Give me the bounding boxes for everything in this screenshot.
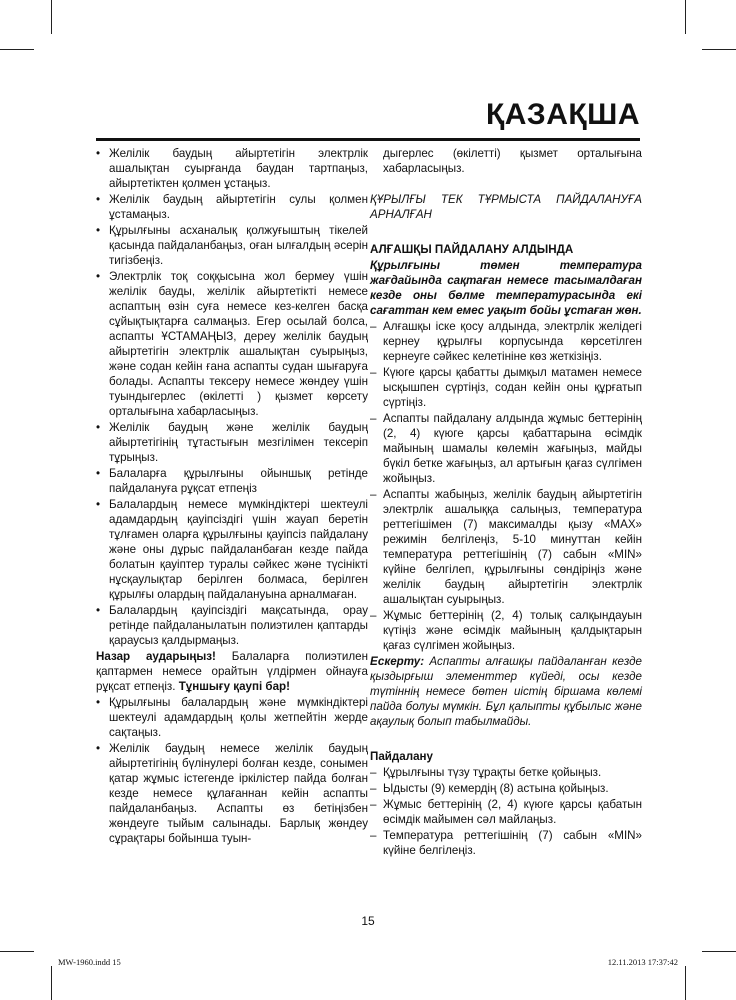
list-item: • Желілік баудың және желілік баудың айыртетігінің тұтастығын мезгілімен тексеріп тұрыңыз. [96, 420, 368, 465]
list-item: – Күюге қарсы қабатты дымқыл матамен немесе ысқышпен сүртіңіз, содан кейін оны құрғатып сүртіңіз. [370, 365, 642, 410]
list-item: – Жұмыс беттерінің (2, 4) толық салқындауын күтіңіз және өсімдік майының қалдықтарын қағаз сүлгімен жойыңыз. [370, 608, 642, 653]
crop-mark [51, 0, 52, 34]
list-item: – Жұмыс беттерінің (2, 4) күюге қарсы қабатын өсімдік майымен сәл майлаңыз. [370, 797, 642, 827]
safety-list [96, 146, 368, 648]
before-use-steps [370, 319, 642, 653]
list-item: • Желілік баудың айыртетігін электрлік ашалықтан суырғанда баудан тартпаңыз, айыртетіктен қолмен ұстаңыз. [96, 146, 368, 191]
attention-danger: Тұншығу қаупі бар! [178, 680, 290, 693]
list-item: – Құрылғыны түзу тұрақты бетке қойыңыз. [370, 765, 642, 780]
attention-label: Назар аударыңыз! [96, 650, 216, 663]
list-item: • Балаларға құрылғыны ойыншық ретінде пайдалануға рұқсат етпеңіз [96, 466, 368, 496]
usage-heading: Пайдалану [370, 750, 433, 763]
continuation-text: дыгерлес (өкілетті) қызмет орталығына хабарласыңыз. [383, 147, 642, 175]
note-label: Ескерту: [370, 655, 425, 668]
title-rule [96, 138, 640, 141]
list-item: • Құрылғыны асханалық қолжуғыштың тікелей қасында пайдаланбаңыз, оған ылғалдың әсерін тигізбеңіз. [96, 223, 368, 268]
list-item: • Электрлік тоқ соққысына жол бермеу үшін желілік бауды, желілік айыртетікті немесе аспаптың өзін суға немесе кез-келген басқа сұйықтықтарға салмаңыз. Егер осылай болса, аспапты ҰСТАМАҢЫЗ, дереу желілік баудың айыртетігін электрлік ашалықтан суырыңыз, және содан кейін ғана аспапты судан шығаруға болады. Аспапты тексеру немесе жөндеу үшін туындыгерлес (өкілетті ) қызмет көрсету орталығына хабарласыңыз. [96, 269, 368, 419]
usage-steps [370, 765, 642, 858]
list-item: • Желілік баудың немесе желілік баудың айыртетігінің бүлінулері болған кезде, сонымен қатар жұмыс істегенде іркілістер пайда болған кезде немесе құлағаннан кейін аспапты пайдаланбаңыз. Аспапты өз бетіңізбен жөндеуге тыйым салынады. Барлық жөндеу сұрақтары бойынша туын- [96, 741, 368, 846]
before-use-warning: Құрылғыны төмен температура жағдайында сақтаған немесе тасымалдаған кезде оны бөлме температурасында екі сағаттан кем емес уақыт бойы ұстаған жөн. [370, 259, 642, 317]
list-item: – Алғашқы іске қосу алдында, электрлік желідегі кернеу құрылғы корпусында көрсетілген кернеуге сәйкес келетініне көз жеткізіңіз. [370, 319, 642, 364]
safety-list-2 [96, 695, 368, 846]
list-item: • Балалардың қауіпсіздігі мақсатында, орау ретінде пайдаланылатын полиэтилен қаптарды қараусыз қалдырмаңыз. [96, 603, 368, 648]
list-item: – Аспапты пайдалану алдында жұмыс беттерінің (2, 4) күюге қарсы қабаттарына өсімдік майының шамалы көлемін жағыңыз, майды бүкіл бетке жағыңыз, ал артығын қағаз сүлгімен жойыңыз. [370, 411, 642, 486]
crop-mark [685, 966, 686, 1000]
crop-mark [0, 951, 34, 952]
left-column [96, 146, 368, 847]
footer-datetime: 12.11.2013 17:37:42 [607, 957, 678, 967]
crop-mark [0, 49, 34, 50]
page-title: ҚАЗАҚША [485, 98, 640, 131]
before-use-heading: АЛҒАШҚЫ ПАЙДАЛАНУ АЛДЫНДА [370, 243, 574, 256]
footer-file: MW-1960.indd 15 [58, 957, 121, 967]
crop-mark [702, 951, 736, 952]
note-text: Аспапты алғашқы пайдаланған кезде қыздырғыш элементтер күйеді, осы кезде түтіннің немесе бөтен иістің біршама көлемі пайда болуы мүмкін. Бұл қалыпты құбылыс және ақаулық болып табылмайды. [370, 655, 642, 728]
crop-mark [685, 0, 686, 34]
household-notice: ҚҰРЫЛҒЫ ТЕК ТҰРМЫСТА ПАЙДАЛАНУҒА АРНАЛҒАН [370, 193, 642, 221]
list-item: – Ыдысты (9) кемердің (8) астына қойыңыз. [370, 781, 642, 796]
attention-text: Балаларға полиэтилен қаптармен немесе орайтын үлдірмен ойнауға рұқсат етпеңіз. [96, 650, 368, 693]
list-item: • Желілік баудың айыртетігін сулы қолмен ұстамаңыз. [96, 192, 368, 222]
list-item: • Балалардың немесе мүмкіндіктері шектеулі адамдардың қауіпсіздігі үшін жауап беретін тұлғамен оларға құрылғыны қауіпсіз пайдалану және оны дұрыс пайдаланбаған кезде пайда болатын қауіптер туралы сәйкес және түсінікті нұсқаулықтар берілген болмаса, берілген құрылғы олардың пайдалануына арналмаған. [96, 497, 368, 602]
crop-mark [702, 49, 736, 50]
note-paragraph [370, 654, 642, 729]
list-item: – Аспапты жабыңыз, желілік баудың айыртетігін электрлік ашалыққа салыңыз, температура реттегішімен (7) максималды қызу «MAX» режимін белгілеңіз, 5-10 минуттан кейін температура реттегішінің (7) сабын «MIN» күйіне белгілеп, құрылғыны сөндіріңіз және желілік баудың айыртетігін электрлік ашалықтан суырыңыз. [370, 487, 642, 607]
list-item: – Температура реттегішінің (7) сабын «MIN» күйіне белгілеңіз. [370, 828, 642, 858]
list-item: • Құрылғыны балалардың және мүмкіндіктері шектеулі адамдардың қолы жетпейтін жерде сақтаңыз. [96, 695, 368, 740]
attention-paragraph [96, 649, 368, 694]
page-number: 15 [361, 914, 375, 928]
crop-mark [51, 966, 52, 1000]
right-column [370, 146, 642, 859]
